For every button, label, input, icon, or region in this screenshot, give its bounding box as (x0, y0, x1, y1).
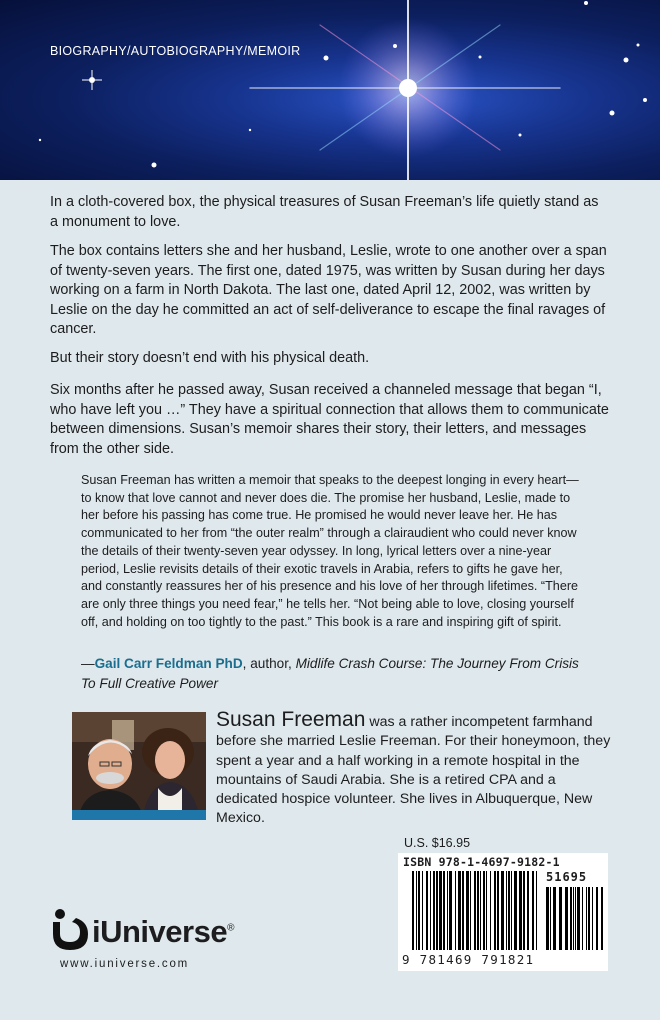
endorser-name: Gail Carr Feldman PhD (94, 656, 243, 671)
barcode-digits: 9 781469 791821 (402, 952, 535, 967)
iuniverse-mark-icon (50, 908, 90, 952)
barcode-addon-digits: 51695 (546, 870, 588, 884)
endorser-book-title: Midlife Crash Course: The Journey From Crisis To Full Creative Power (81, 656, 579, 691)
description-paragraph-4: Six months after he passed away, Susan received a channeled message that began “I, who have left you …” They have a spiritual connection that allows them to communicate between dimensions. Susan’s memoir shares their story, their letters, and messages from the other side. (50, 382, 609, 457)
description-paragraph-1: In a cloth-covered box, the physical treasures of Susan Freeman’s life quietly stand as a monument to love. (50, 194, 599, 230)
author-photo (72, 712, 206, 820)
publisher-website: www.iuniverse.com (60, 958, 190, 970)
price-label: U.S. $16.95 (404, 836, 471, 850)
author-bio-text: was a rather incompetent farmhand before she married Leslie Freeman. For their honeymoon, they spent a year and a half working in a remote hospital in the mountains of Saudi Arabia. She is a retired CPA and a dedicated hospice volunteer. She lives in Albuquerque, New Mexico. (216, 714, 611, 827)
registered-mark: ® (227, 922, 234, 934)
author-name: Susan Freeman (216, 708, 366, 731)
genre-label: BIOGRAPHY/AUTOBIOGRAPHY/MEMOIR (50, 44, 301, 58)
endorser-role: , author, (242, 656, 296, 671)
isbn-label: ISBN 978-1-4697-9182-1 (403, 855, 560, 869)
publisher-logo-text: iUniverse (92, 914, 228, 949)
starfield-banner (0, 0, 660, 180)
attribution-dash: — (81, 656, 95, 671)
endorsement-quote: Susan Freeman has written a memoir that speaks to the deepest longing in every heart—to know that love cannot and never does die. The promise her husband, Leslie, made to her before his passing has come true. He promised he would never leave her. He has communicated to her from “the outer realm” through a clairaudient who could never know the details of their twenty-seven year odyssey. In long, lyrical letters over a nine-year period, Leslie revisits details of their exotic travels in Arabia, refers to gifts he gave her, and constantly reassures her of his presence and his love of her through lifetimes. “There are only three things you need fear,” he tells her. “Not being able to love, closing yourself off, and holding on too tightly to the past.” This book is a rare and inspiring gift of spirit. (81, 473, 579, 629)
description-paragraph-3: But their story doesn’t end with his physical death. (50, 350, 370, 366)
author-photo-image (72, 712, 206, 820)
publisher-name (92, 914, 234, 950)
endorsement-attribution (81, 654, 581, 693)
author-bio (216, 710, 616, 829)
starfield-image (0, 0, 660, 180)
description-paragraph-2: The box contains letters she and her husband, Leslie, wrote to one another over a span of twenty-seven years. The first one, dated 1975, was written by Susan during her days working on a farm in North Dakota. The last one, dated April 12, 2002, was written by Leslie on the day he committed an act of self-deliverance to escape the final ravages of cancer. (50, 243, 607, 337)
isbn-barcode (398, 853, 608, 971)
